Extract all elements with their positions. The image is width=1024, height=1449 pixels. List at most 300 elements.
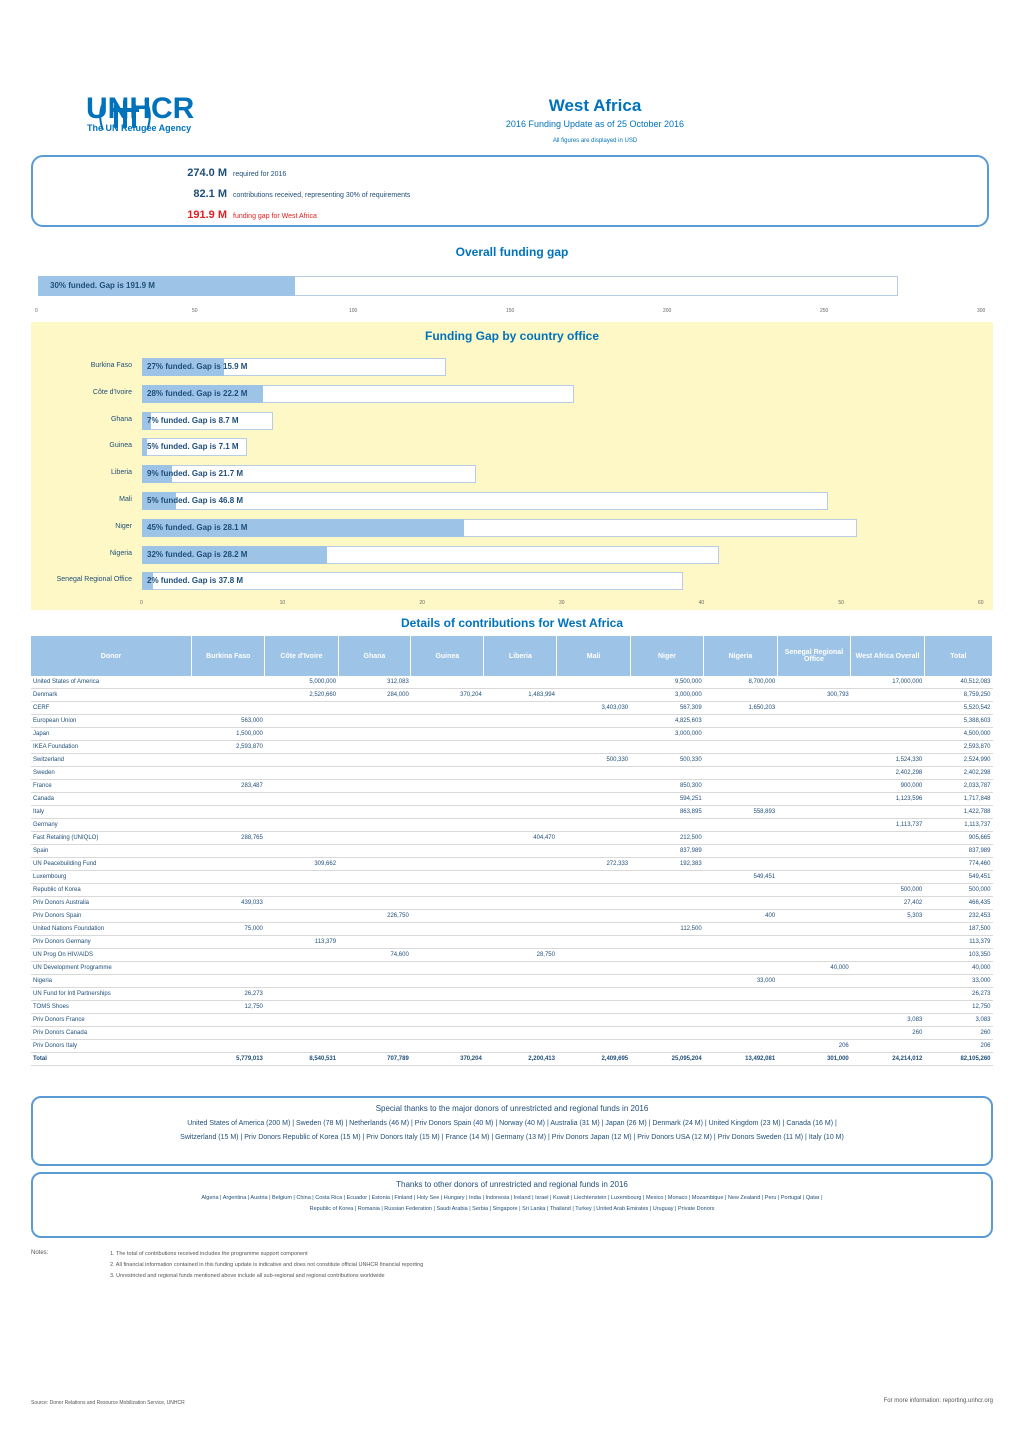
amount-cell (411, 793, 484, 806)
amount-cell (704, 1027, 778, 1040)
table-header-row (31, 636, 993, 676)
table-row (31, 767, 993, 780)
amount-cell (704, 1014, 778, 1027)
amount-cell (777, 676, 851, 689)
country-gap-title: Funding Gap by country office (425, 329, 599, 343)
note-item: 2. All financial information contained in this funding update is indicative and does not constitute official UNHCR financial reporting (110, 1262, 424, 1268)
amount-cell (338, 728, 411, 741)
table-body (31, 676, 993, 1066)
country-axis-tick: 30 (559, 600, 565, 606)
amount-cell (557, 1014, 630, 1027)
amount-cell (265, 715, 338, 728)
amount-cell: 82,105,260 (924, 1053, 992, 1066)
amount-cell: 1,113,737 (924, 819, 992, 832)
donor-name-cell: IKEA Foundation (31, 741, 192, 754)
amount-cell (851, 845, 925, 858)
amount-cell (777, 806, 851, 819)
amount-cell (338, 767, 411, 780)
amount-cell (338, 1001, 411, 1014)
amount-cell (411, 936, 484, 949)
amount-cell (265, 832, 338, 845)
amount-cell (557, 845, 630, 858)
amount-cell: 8,759,250 (924, 689, 992, 702)
amount-cell (411, 767, 484, 780)
amount-cell (851, 702, 925, 715)
amount-cell (484, 988, 557, 1001)
amount-cell: 283,487 (192, 780, 265, 793)
country-name: Liberia (110, 469, 132, 477)
amount-cell (704, 897, 778, 910)
amount-cell (777, 780, 851, 793)
amount-cell: 837,989 (630, 845, 704, 858)
amount-cell (630, 1001, 704, 1014)
amount-cell: 12,750 (924, 1001, 992, 1014)
amount-cell: 500,330 (630, 754, 704, 767)
amount-cell (338, 897, 411, 910)
amount-cell (777, 923, 851, 936)
amount-cell: 5,303 (851, 910, 925, 923)
amount-cell: 40,000 (924, 962, 992, 975)
amount-cell (265, 988, 338, 1001)
amount-cell (851, 871, 925, 884)
amount-cell: 370,204 (411, 689, 484, 702)
donor-name-cell: Canada (31, 793, 192, 806)
donor-name-cell: European Union (31, 715, 192, 728)
amount-cell (777, 871, 851, 884)
received-value: 82.1 M (193, 188, 227, 200)
donor-name-cell: Switzerland (31, 754, 192, 767)
amount-cell: 288,765 (192, 832, 265, 845)
amount-cell: 8,540,531 (265, 1053, 338, 1066)
table-header-cell: West Africa Overall (851, 636, 925, 676)
amount-cell (265, 780, 338, 793)
amount-cell: 500,000 (924, 884, 992, 897)
amount-cell (851, 923, 925, 936)
amount-cell (265, 728, 338, 741)
amount-cell (557, 715, 630, 728)
amount-cell (265, 923, 338, 936)
amount-cell (484, 858, 557, 871)
donor-name-cell: Priv Donors Australia (31, 897, 192, 910)
country-requirement-bar (142, 492, 828, 510)
amount-cell: 905,665 (924, 832, 992, 845)
table-header-cell: Burkina Faso (192, 636, 265, 676)
table-row (31, 949, 993, 962)
amount-cell (777, 975, 851, 988)
amount-cell: 3,000,000 (630, 689, 704, 702)
amount-cell (777, 832, 851, 845)
special-thanks-title: Special thanks to the major donors of unrestricted and regional funds in 2016 (375, 1104, 649, 1113)
amount-cell: 206 (924, 1040, 992, 1053)
amount-cell (265, 910, 338, 923)
country-gap-label: 5% funded. Gap is 46.8 M (147, 496, 244, 505)
amount-cell (265, 962, 338, 975)
amount-cell (484, 871, 557, 884)
amount-cell (192, 689, 265, 702)
amount-cell: 5,000,000 (265, 676, 338, 689)
amount-cell (484, 754, 557, 767)
amount-cell (192, 871, 265, 884)
table-header-cell: Liberia (484, 636, 557, 676)
amount-cell: 260 (851, 1027, 925, 1040)
amount-cell: 33,000 (924, 975, 992, 988)
amount-cell (411, 728, 484, 741)
amount-cell (704, 715, 778, 728)
amount-cell (704, 884, 778, 897)
amount-cell (411, 819, 484, 832)
amount-cell: 500,330 (557, 754, 630, 767)
amount-cell (851, 949, 925, 962)
table-row (31, 819, 993, 832)
donor-name-cell: UN Prog On HIV/AIDS (31, 949, 192, 962)
page-title: West Africa (548, 96, 642, 115)
amount-cell (777, 949, 851, 962)
amount-cell (411, 897, 484, 910)
table-row (31, 793, 993, 806)
country-gap-label: 2% funded. Gap is 37.8 M (147, 576, 244, 586)
table-header-cell: Total (924, 636, 992, 676)
amount-cell (851, 689, 925, 702)
donor-name-cell: Germany (31, 819, 192, 832)
amount-cell (630, 741, 704, 754)
amount-cell (484, 767, 557, 780)
amount-cell (777, 1014, 851, 1027)
amount-cell: 2,033,787 (924, 780, 992, 793)
country-axis-tick: 50 (838, 600, 844, 606)
amount-cell (777, 793, 851, 806)
amount-cell (411, 923, 484, 936)
amount-cell (630, 975, 704, 988)
table-row (31, 1040, 993, 1053)
amount-cell (411, 1001, 484, 1014)
table-row (31, 1027, 993, 1040)
amount-cell (704, 923, 778, 936)
amount-cell (265, 871, 338, 884)
amount-cell (557, 1040, 630, 1053)
table-row (31, 728, 993, 741)
amount-cell (777, 754, 851, 767)
amount-cell (338, 806, 411, 819)
amount-cell (192, 767, 265, 780)
amount-cell (777, 767, 851, 780)
amount-cell (557, 988, 630, 1001)
amount-cell (484, 780, 557, 793)
amount-cell (265, 806, 338, 819)
amount-cell (411, 910, 484, 923)
more-info-link[interactable]: For more information: reporting.unhcr.org (883, 1398, 993, 1404)
amount-cell (338, 702, 411, 715)
other-thanks-box (31, 1172, 993, 1238)
amount-cell (192, 858, 265, 871)
amount-cell (630, 897, 704, 910)
amount-cell (265, 702, 338, 715)
amount-cell: 300,793 (777, 689, 851, 702)
amount-cell (484, 884, 557, 897)
amount-cell (411, 962, 484, 975)
table-row (31, 754, 993, 767)
donor-name-cell: Priv Donors Italy (31, 1040, 192, 1053)
country-gap-label: 32% funded. Gap is 28.2 M (147, 549, 248, 559)
amount-cell (411, 975, 484, 988)
amount-cell (557, 910, 630, 923)
country-gap-label: 9% funded. Gap is 21.7 M (147, 469, 244, 479)
amount-cell (484, 962, 557, 975)
amount-cell: 301,000 (777, 1053, 851, 1066)
special-thanks-box (31, 1096, 993, 1166)
table-row (31, 975, 993, 988)
amount-cell (192, 975, 265, 988)
note-item: 3. Unrestricted and regional funds mentioned above include all sub-regional and regional contributions worldwide (110, 1273, 385, 1279)
amount-cell (557, 975, 630, 988)
amount-cell (630, 936, 704, 949)
amount-cell (338, 715, 411, 728)
amount-cell: 404,470 (484, 832, 557, 845)
amount-cell: 40,000 (777, 962, 851, 975)
amount-cell (557, 871, 630, 884)
table-header-cell: Guinea (411, 636, 484, 676)
amount-cell: 112,500 (630, 923, 704, 936)
amount-cell: 3,403,030 (557, 702, 630, 715)
amount-cell (777, 884, 851, 897)
gap-row (133, 209, 317, 221)
country-name: Côte d'Ivoire (92, 388, 132, 396)
amount-cell: 33,000 (704, 975, 778, 988)
amount-cell (338, 780, 411, 793)
amount-cell (777, 845, 851, 858)
country-gap-label: 7% funded. Gap is 8.7 M (147, 415, 239, 425)
amount-cell (411, 949, 484, 962)
amount-cell (265, 845, 338, 858)
amount-cell (338, 1014, 411, 1027)
amount-cell: 3,083 (851, 1014, 925, 1027)
donor-name-cell: France (31, 780, 192, 793)
other-thanks-line: Algeria | Argentina | Austria | Belgium | China | Costa Rica | Ecuador | Estonia | Finland | Holy See | Hungary | India | Indonesia | Ireland | Israel | Kuwait | Liechtenstein | Luxembourg | Mexico | Monaco | Mozambique | New Zealand | Peru | Portugal | Qatar | (201, 1195, 823, 1201)
amount-cell: 863,895 (630, 806, 704, 819)
amount-cell: 2,402,298 (851, 767, 925, 780)
amount-cell (484, 936, 557, 949)
amount-cell: 900,000 (851, 780, 925, 793)
amount-cell (704, 1040, 778, 1053)
amount-cell: 400 (704, 910, 778, 923)
amount-cell (851, 962, 925, 975)
amount-cell (630, 949, 704, 962)
amount-cell (630, 819, 704, 832)
amount-cell: 9,500,000 (630, 676, 704, 689)
table-row (31, 689, 993, 702)
table-header-cell: Mali (557, 636, 630, 676)
amount-cell: 1,113,737 (851, 819, 925, 832)
table-row (31, 988, 993, 1001)
amount-cell (557, 884, 630, 897)
amount-cell (777, 741, 851, 754)
donor-name-cell: United Nations Foundation (31, 923, 192, 936)
notes-label: Notes: (31, 1250, 49, 1256)
amount-cell: 113,379 (265, 936, 338, 949)
amount-cell (338, 988, 411, 1001)
amount-cell (265, 884, 338, 897)
amount-cell: 466,435 (924, 897, 992, 910)
overall-gap-title: Overall funding gap (455, 245, 569, 259)
amount-cell: 5,520,542 (924, 702, 992, 715)
amount-cell (338, 962, 411, 975)
amount-cell: 2,593,870 (924, 741, 992, 754)
amount-cell (704, 949, 778, 962)
amount-cell (704, 832, 778, 845)
amount-cell (411, 1027, 484, 1040)
amount-cell (704, 936, 778, 949)
amount-cell (484, 975, 557, 988)
amount-cell (265, 1040, 338, 1053)
amount-cell (192, 1014, 265, 1027)
amount-cell (265, 1014, 338, 1027)
table-row (31, 780, 993, 793)
donor-name-cell: Denmark (31, 689, 192, 702)
table-row (31, 845, 993, 858)
amount-cell (557, 689, 630, 702)
donor-name-cell: Priv Donors Canada (31, 1027, 192, 1040)
amount-cell (557, 741, 630, 754)
amount-cell (851, 741, 925, 754)
amount-cell (557, 832, 630, 845)
amount-cell: 26,273 (924, 988, 992, 1001)
required-row (133, 167, 286, 179)
amount-cell: 1,422,788 (924, 806, 992, 819)
amount-cell: 40,512,083 (924, 676, 992, 689)
amount-cell (265, 897, 338, 910)
page-subtitle: 2016 Funding Update as of 25 October 2016 (505, 119, 685, 129)
donor-name-cell: TOMS Shoes (31, 1001, 192, 1014)
amount-cell (192, 806, 265, 819)
table-header-cell: Niger (630, 636, 704, 676)
amount-cell (484, 923, 557, 936)
org-name: UNHCR (86, 92, 195, 125)
table-header-cell: Donor (31, 636, 192, 676)
country-name: Niger (115, 522, 132, 530)
amount-cell: 439,033 (192, 897, 265, 910)
amount-cell (338, 1040, 411, 1053)
amount-cell (851, 988, 925, 1001)
donor-name-cell: CERF (31, 702, 192, 715)
required-label: required for 2016 (233, 171, 287, 178)
donor-name-cell: Priv Donors France (31, 1014, 192, 1027)
amount-cell: 309,662 (265, 858, 338, 871)
table-row (31, 1014, 993, 1027)
amount-cell (338, 858, 411, 871)
amount-cell (557, 806, 630, 819)
amount-cell (484, 819, 557, 832)
amount-cell: 206 (777, 1040, 851, 1053)
amount-cell: 1,717,848 (924, 793, 992, 806)
amount-cell: 232,453 (924, 910, 992, 923)
country-axis-tick: 0 (140, 600, 143, 606)
amount-cell: 2,593,870 (192, 741, 265, 754)
amount-cell (557, 676, 630, 689)
amount-cell: 75,000 (192, 923, 265, 936)
amount-cell (777, 988, 851, 1001)
amount-cell (192, 884, 265, 897)
amount-cell (630, 884, 704, 897)
country-axis-tick: 60 (978, 600, 984, 606)
table-row (31, 741, 993, 754)
country-gap-label: 5% funded. Gap is 7.1 M (147, 442, 239, 452)
amount-cell (192, 754, 265, 767)
amount-cell (338, 923, 411, 936)
amount-cell (484, 676, 557, 689)
amount-cell (411, 806, 484, 819)
amount-cell: 27,402 (851, 897, 925, 910)
amount-cell (777, 1001, 851, 1014)
amount-cell (265, 949, 338, 962)
amount-cell: 500,000 (851, 884, 925, 897)
amount-cell (851, 1040, 925, 1053)
amount-cell (484, 793, 557, 806)
gap-label: funding gap for West Africa (233, 213, 317, 220)
table-header-cell: Nigeria (704, 636, 778, 676)
amount-cell (484, 1040, 557, 1053)
table-row (31, 858, 993, 871)
amount-cell (338, 884, 411, 897)
amount-cell (630, 1040, 704, 1053)
amount-cell: 8,700,000 (704, 676, 778, 689)
amount-cell (704, 780, 778, 793)
amount-cell: 260 (924, 1027, 992, 1040)
amount-cell (265, 975, 338, 988)
amount-cell (557, 962, 630, 975)
amount-cell: 284,000 (338, 689, 411, 702)
amount-cell (704, 858, 778, 871)
amount-cell (777, 728, 851, 741)
amount-cell (630, 871, 704, 884)
amount-cell (704, 728, 778, 741)
amount-cell (851, 858, 925, 871)
amount-cell (704, 754, 778, 767)
amount-cell (411, 884, 484, 897)
donor-name-cell: Priv Donors Spain (31, 910, 192, 923)
amount-cell (484, 1027, 557, 1040)
table-row (31, 936, 993, 949)
amount-cell: 2,402,298 (924, 767, 992, 780)
amount-cell (192, 793, 265, 806)
amount-cell (777, 715, 851, 728)
donor-name-cell: UN Fund for Intl Partnerships (31, 988, 192, 1001)
amount-cell: 28,750 (484, 949, 557, 962)
amount-cell: 5,388,603 (924, 715, 992, 728)
amount-cell (265, 819, 338, 832)
donor-name-cell: Sweden (31, 767, 192, 780)
amount-cell: 12,750 (192, 1001, 265, 1014)
amount-cell (192, 962, 265, 975)
other-thanks-list (33, 1193, 991, 1215)
table-header-cell: Ghana (338, 636, 411, 676)
amount-cell: 192,383 (630, 858, 704, 871)
source-note: Source: Donor Relations and Resource Mobilization Service, UNHCR (31, 1400, 185, 1406)
amount-cell (265, 754, 338, 767)
amount-cell: 113,379 (924, 936, 992, 949)
donor-name-cell: United States of America (31, 676, 192, 689)
country-gap-label: 28% funded. Gap is 22.2 M (147, 388, 248, 398)
amount-cell (484, 741, 557, 754)
amount-cell (411, 858, 484, 871)
amount-cell: 1,524,330 (851, 754, 925, 767)
table-row (31, 962, 993, 975)
amount-cell (777, 1027, 851, 1040)
amount-cell (484, 806, 557, 819)
amount-cell: 2,200,413 (484, 1053, 557, 1066)
overall-axis-tick: 150 (506, 308, 515, 314)
amount-cell (484, 845, 557, 858)
received-label: contributions received, representing 30% of requirements (233, 192, 411, 199)
amount-cell: 563,000 (192, 715, 265, 728)
